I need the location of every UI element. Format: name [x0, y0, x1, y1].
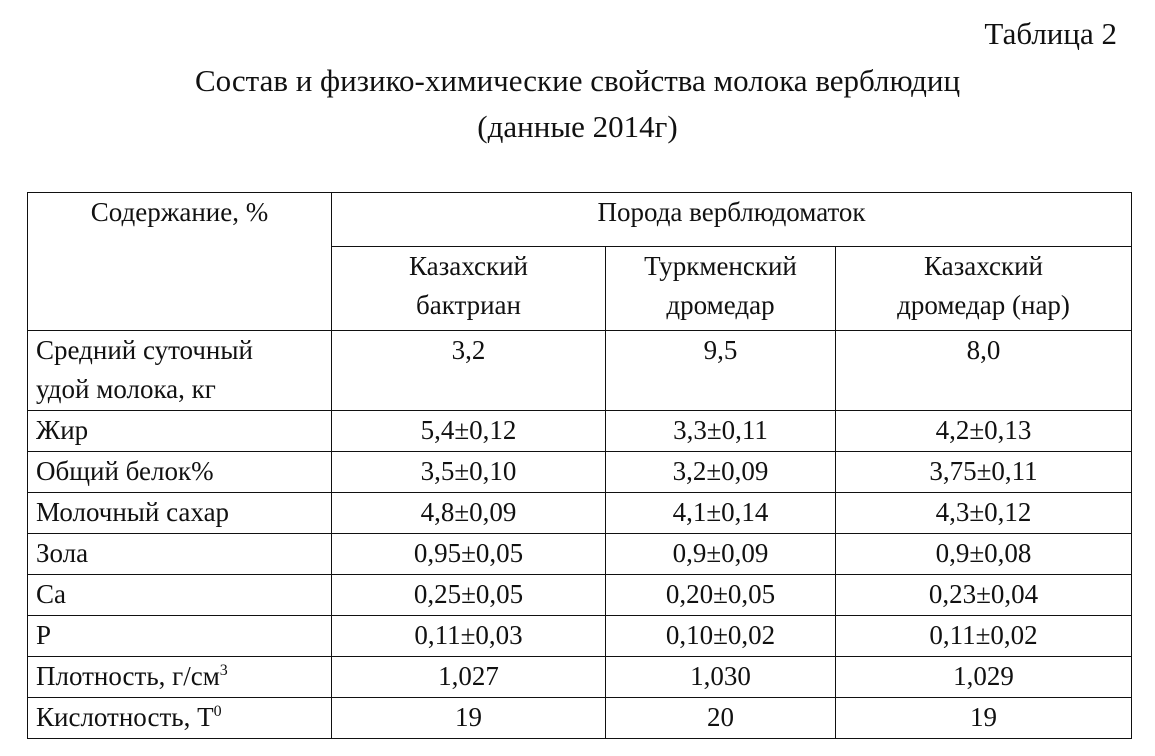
document-title: Состав и физико-химические свойства молока верблюдиц: [194, 63, 961, 98]
column-header-line: Туркменский: [644, 251, 797, 281]
table-cell: 1,029: [836, 657, 1132, 698]
table-row: [28, 616, 1132, 657]
table-cell: 9,5: [606, 331, 836, 411]
row-label: Зола: [28, 534, 332, 575]
table-cell: 4,8±0,09: [332, 493, 606, 534]
row-label-line: Средний суточный: [36, 335, 253, 365]
table-cell: 1,027: [332, 657, 606, 698]
table-row: [28, 534, 1132, 575]
table-row: [28, 698, 1132, 739]
header-row: [28, 193, 1132, 247]
table-cell: 19: [836, 698, 1132, 739]
table-cell: 0,11±0,02: [836, 616, 1132, 657]
row-label: Общий белок%: [28, 452, 332, 493]
column-header-line: бактриан: [416, 290, 521, 320]
table-cell: 3,2±0,09: [606, 452, 836, 493]
column-header-kazakh-bactrian: [332, 247, 606, 331]
table-cell: 3,2: [332, 331, 606, 411]
document-subtitle: (данные 2014г): [477, 109, 678, 144]
row-label-text: Плотность, г/см: [36, 661, 220, 691]
row-label: [28, 657, 332, 698]
column-header-line: дромедар (нар): [897, 290, 1070, 320]
row-label: Молочный сахар: [28, 493, 332, 534]
first-column-header: Содержание, %: [28, 193, 332, 331]
table-cell: 1,030: [606, 657, 836, 698]
row-label: [28, 331, 332, 411]
table-label: Таблица 2: [984, 16, 1117, 51]
table-cell: 3,3±0,11: [606, 411, 836, 452]
table-cell: 0,20±0,05: [606, 575, 836, 616]
table-cell: 4,2±0,13: [836, 411, 1132, 452]
table-cell: 0,11±0,03: [332, 616, 606, 657]
table-cell: 0,25±0,05: [332, 575, 606, 616]
table-row: [28, 657, 1132, 698]
milk-composition-table: [27, 192, 1132, 739]
table-cell: 0,9±0,09: [606, 534, 836, 575]
table-cell: 0,9±0,08: [836, 534, 1132, 575]
table-cell: 3,5±0,10: [332, 452, 606, 493]
table-cell: 0,10±0,02: [606, 616, 836, 657]
column-header-line: дромедар: [666, 290, 775, 320]
row-label-superscript: 0: [213, 703, 222, 720]
table-row: [28, 575, 1132, 616]
column-header-line: Казахский: [408, 251, 528, 281]
table-cell: 0,23±0,04: [836, 575, 1132, 616]
row-label-line: удой молока, кг: [36, 374, 216, 404]
row-label: [28, 698, 332, 739]
row-label: Жир: [28, 411, 332, 452]
row-label-text: Кислотность, Т: [36, 702, 214, 732]
table-cell: 0,95±0,05: [332, 534, 606, 575]
table-row: [28, 411, 1132, 452]
row-label: P: [28, 616, 332, 657]
table-cell: 19: [332, 698, 606, 739]
table-cell: 3,75±0,11: [836, 452, 1132, 493]
table-row: [28, 331, 1132, 411]
row-label-superscript: 3: [219, 662, 228, 679]
table-row: [28, 452, 1132, 493]
row-label: Ca: [28, 575, 332, 616]
table-cell: 8,0: [836, 331, 1132, 411]
table-cell: 4,3±0,12: [836, 493, 1132, 534]
table-cell: 20: [606, 698, 836, 739]
table-cell: 5,4±0,12: [332, 411, 606, 452]
column-header-line: Казахский: [924, 251, 1044, 281]
column-header-kazakh-dromedary: [836, 247, 1132, 331]
breed-group-header: Порода верблюдоматок: [332, 193, 1132, 247]
table-cell: 4,1±0,14: [606, 493, 836, 534]
table-row: [28, 493, 1132, 534]
column-header-turkmen-dromedary: [606, 247, 836, 331]
